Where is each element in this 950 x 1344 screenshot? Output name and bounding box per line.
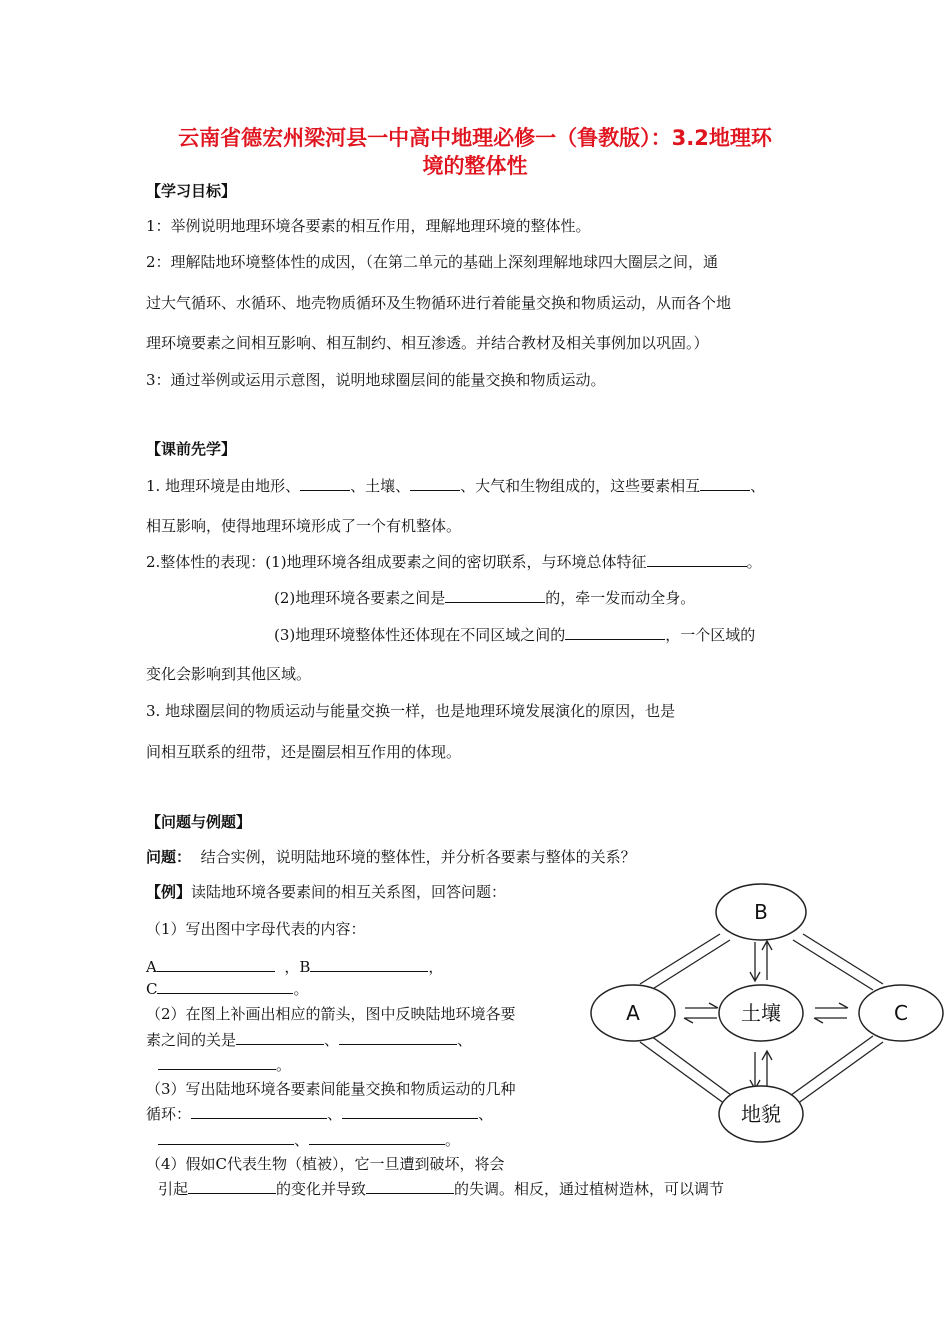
question-label: 问题： [146, 848, 192, 866]
section-heading-problems: 【问题与例题】 [146, 813, 252, 831]
arrow-head [814, 1018, 823, 1023]
answer-blank[interactable] [236, 1030, 324, 1045]
text: (2)地理环境各要素之间是 [274, 589, 446, 607]
prestudy-q3-line1: 3. 地球圈层间的物质运动与能量交换一样，也是地理环境发展演化的原因，也是 [146, 702, 676, 720]
answer-blank[interactable] [188, 1179, 276, 1194]
text: 。 [276, 1056, 292, 1074]
example-intro [146, 881, 506, 902]
line-c-landform [797, 1042, 883, 1104]
text: 、土壤、 [350, 477, 411, 495]
node-b-label: B [754, 900, 768, 924]
text: ， [428, 958, 444, 976]
text: 引起 [158, 1180, 189, 1198]
answer-blank-b[interactable] [310, 957, 428, 972]
answer-blank[interactable] [339, 1030, 457, 1045]
text: 、 [457, 1031, 473, 1049]
text: ，一个区域的 [665, 626, 756, 644]
text: C [146, 980, 158, 998]
text: 、 [478, 1105, 494, 1123]
answer-blank[interactable] [158, 1130, 294, 1145]
answer-blank[interactable] [565, 625, 665, 640]
text: 、 [324, 1031, 340, 1049]
text: 、大气和生物组成的，这些要素相互 [460, 477, 701, 495]
text: (3)地理环境整体性还体现在不同区域之间的 [274, 626, 566, 644]
example-q4-line2 [158, 1178, 724, 1199]
goal-2-line3: 理环境要素之间相互影响、相互制约、相互渗透。并结合教材及相关事例加以巩固。） [146, 334, 709, 352]
question-text: 结合实例，说明陆地环境的整体性，并分析各要素与整体的关系？ [200, 848, 636, 866]
text: 1. 地理环境是由地形、 [146, 477, 301, 495]
answer-blank[interactable] [309, 1130, 445, 1145]
example-q2-line2 [146, 1029, 472, 1050]
prestudy-q1-line2: 相互影响，使得地理环境形成了一个有机整体。 [146, 517, 462, 535]
text: 循环： [146, 1105, 192, 1123]
text: 的失调。相反，通过植树造林，可以调节 [454, 1180, 725, 1198]
answer-blank[interactable] [300, 476, 350, 491]
problem-question [146, 846, 636, 867]
prestudy-q2-line4: 变化会影响到其他区域。 [146, 665, 312, 683]
answer-blank[interactable] [158, 1055, 276, 1070]
line-b-c [793, 940, 873, 990]
example-q3-line2 [146, 1103, 493, 1124]
text: 。 [746, 553, 762, 571]
text: 的，牵一发而动全身。 [545, 589, 696, 607]
example-q3-line3 [158, 1129, 460, 1150]
land-environment-diagram [585, 882, 950, 1162]
text: 、 [327, 1105, 343, 1123]
prestudy-q2-line1 [146, 551, 762, 572]
text: A [146, 958, 157, 976]
example-label: 【例】 [146, 883, 192, 901]
answer-blank[interactable] [366, 1179, 454, 1194]
answer-blank-c[interactable] [157, 979, 293, 994]
document-title-line1: 云南省德宏州梁河县一中高中地理必修一（鲁教版）：3.2地理环 [178, 126, 772, 150]
section-heading-prestudy: 【课前先学】 [146, 440, 237, 458]
example-q2-line1: （2）在图上补画出相应的箭头，图中反映陆地环境各要 [146, 1005, 516, 1023]
answer-blank[interactable] [191, 1104, 327, 1119]
text: 。 [445, 1131, 461, 1149]
line-a-landform [640, 1042, 725, 1104]
prestudy-q2-line2 [274, 587, 695, 608]
goal-3: 3：通过举例或运用示意图，说明地球圈层间的能量交换和物质运动。 [146, 371, 606, 389]
example-q2-line3 [158, 1054, 291, 1075]
text: 。 [293, 980, 309, 998]
example-q4-line1: （4）假如C代表生物（植被），它一旦遭到破坏，将会 [146, 1155, 505, 1173]
prestudy-q3-line2: 间相互联系的纽带，还是圈层相互作用的体现。 [146, 743, 462, 761]
text: 素之间的关是 [146, 1031, 237, 1049]
text: 2.整体性的表现：(1)地理环境各组成要素之间的密切联系，与环境总体特征 [146, 553, 647, 571]
example-text: 读陆地环境各要素间的相互关系图，回答问题： [191, 883, 507, 901]
line-b-a [651, 940, 730, 990]
text: 、 [750, 477, 766, 495]
example-q1-c [146, 978, 309, 999]
arrow-head [684, 1018, 693, 1023]
answer-blank-a[interactable] [157, 957, 275, 972]
line-c-landform [787, 1036, 873, 1098]
answer-blank[interactable] [700, 476, 750, 491]
node-soil-label: 土壤 [741, 1001, 781, 1025]
goal-1: 1：举例说明地理环境各要素的相互作用，理解地理环境的整体性。 [146, 217, 591, 235]
node-c-label: C [894, 1001, 908, 1025]
arrow-head [709, 1003, 718, 1008]
arrow-head [839, 1003, 848, 1008]
answer-blank[interactable] [445, 588, 545, 603]
goal-2-line1: 2：理解陆地环境整体性的成因，（在第二单元的基础上深刻理解地球四大圈层之间，通 [146, 253, 719, 271]
line-b-c [803, 934, 883, 984]
example-q1-ab [146, 956, 443, 977]
line-b-a [640, 934, 720, 984]
prestudy-q2-line3 [274, 624, 755, 645]
example-q1: （1）写出图中字母代表的内容： [146, 920, 366, 938]
answer-blank[interactable] [342, 1104, 478, 1119]
document-title-line2: 境的整体性 [422, 154, 528, 178]
goal-2-line2: 过大气循环、水循环、地壳物质循环及生物循环进行着能量交换和物质运动，从而各个地 [146, 294, 732, 312]
answer-blank[interactable] [410, 476, 460, 491]
answer-blank[interactable] [647, 552, 747, 567]
text: 的变化并导致 [276, 1180, 367, 1198]
line-a-landform [651, 1036, 735, 1098]
section-heading-goals: 【学习目标】 [146, 182, 237, 200]
text: ，B [284, 958, 311, 976]
node-a-label: A [626, 1001, 640, 1025]
prestudy-q1-line1 [146, 475, 765, 496]
text: 、 [294, 1131, 310, 1149]
node-landform-label: 地貌 [741, 1102, 781, 1126]
example-q3-line1: （3）写出陆地环境各要素间能量交换和物质运动的几种 [146, 1080, 516, 1098]
